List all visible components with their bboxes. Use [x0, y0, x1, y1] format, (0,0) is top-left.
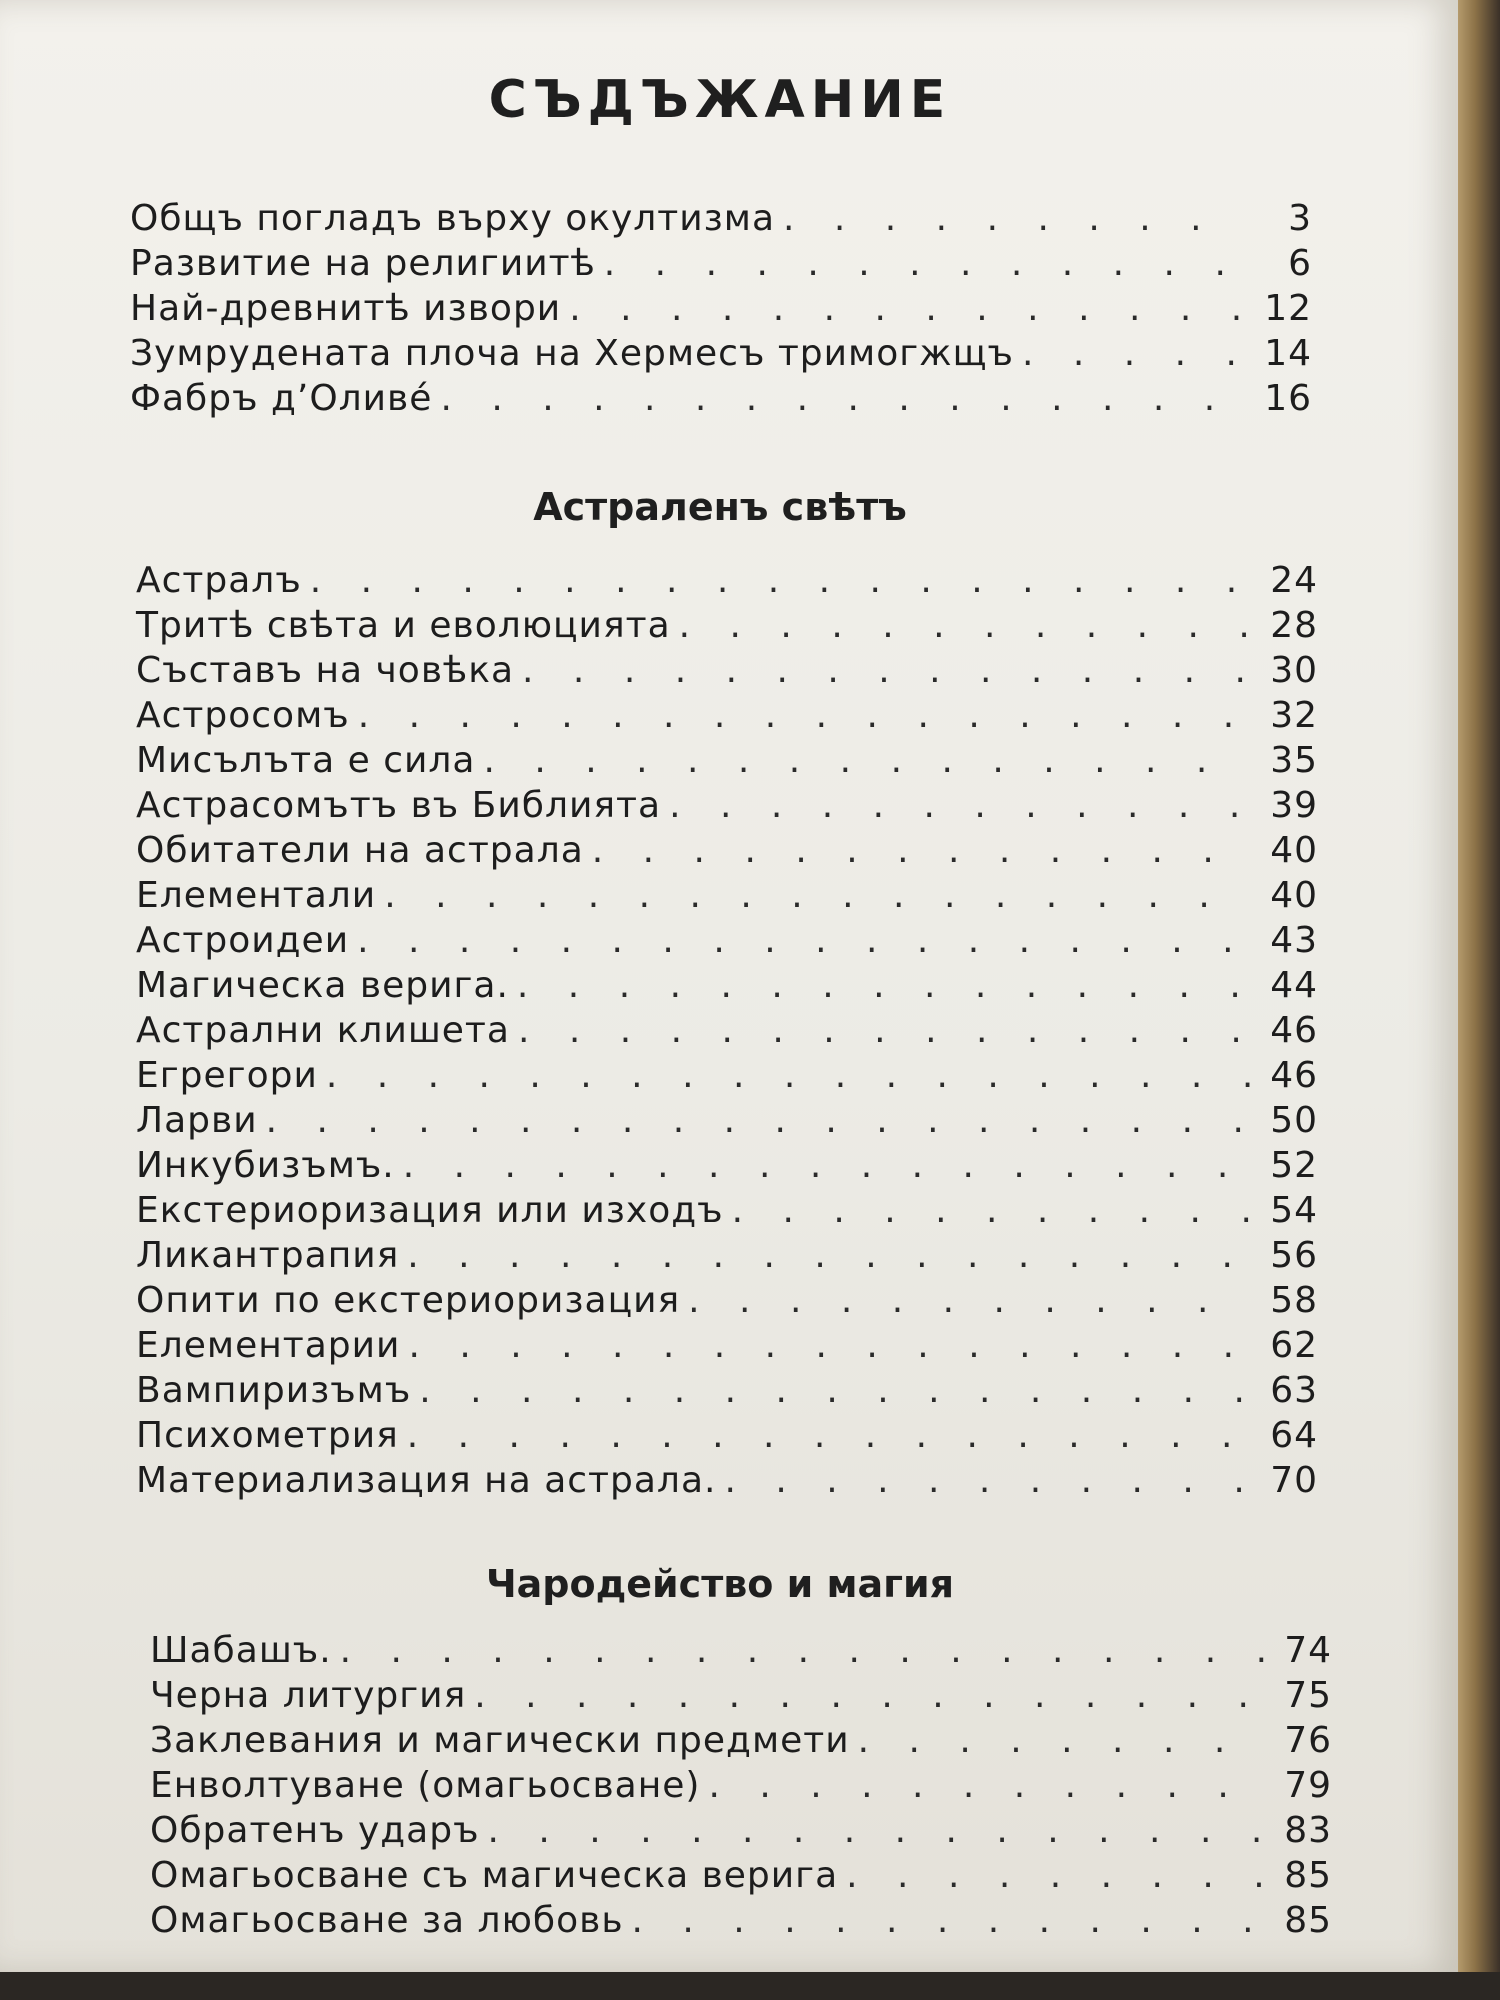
toc-entry-title: Елементали	[136, 875, 377, 916]
toc-entry-page-number: 39	[1270, 785, 1318, 826]
dot-leader	[522, 650, 1250, 691]
toc-entry	[136, 560, 1318, 605]
dot-leader	[669, 785, 1250, 826]
toc-entry	[136, 650, 1318, 695]
toc-entry-title: Опити по екстериоризация	[136, 1280, 681, 1321]
toc-entry-page-number: 32	[1270, 695, 1318, 736]
dot-leader	[1022, 333, 1244, 374]
toc-entry-page-number: 6	[1288, 243, 1312, 284]
toc-entry-title: Омагьосване за любовь	[150, 1900, 624, 1941]
bottom-background	[0, 1972, 1500, 2000]
dot-leader	[858, 1720, 1264, 1761]
toc-astral-world-list	[136, 560, 1318, 1505]
dot-leader	[604, 243, 1244, 284]
dot-leader	[419, 1370, 1250, 1411]
toc-entry-title: Шабашъ.	[150, 1630, 332, 1671]
toc-entry-title: Омагьосване съ магическа верига	[150, 1855, 839, 1896]
toc-entry-page-number: 70	[1270, 1460, 1318, 1501]
toc-entry-page-number: 3	[1288, 198, 1312, 239]
toc-entry-page-number: 58	[1270, 1280, 1318, 1321]
toc-entry-page-number: 46	[1270, 1010, 1318, 1051]
dot-leader	[340, 1630, 1264, 1671]
dot-leader	[407, 1235, 1250, 1276]
toc-intro-list	[130, 198, 1312, 423]
toc-entry	[136, 695, 1318, 740]
toc-entry-title: Магическа верига.	[136, 965, 509, 1006]
toc-entry-title: Зумрудената плоча на Хермесъ тримогжщъ	[130, 333, 1014, 374]
toc-entry-title: Общъ погладъ върху окултизма	[130, 198, 776, 239]
dot-leader	[326, 1055, 1250, 1096]
dot-leader	[403, 1145, 1250, 1186]
dot-leader	[384, 875, 1250, 916]
toc-entry	[130, 288, 1312, 333]
toc-entry-page-number: 35	[1270, 740, 1318, 781]
dot-leader	[632, 1900, 1264, 1941]
toc-entry-page-number: 50	[1270, 1100, 1318, 1141]
toc-entry-title: Обратенъ ударъ	[150, 1810, 480, 1851]
dot-leader	[357, 920, 1250, 961]
toc-entry-page-number: 62	[1270, 1325, 1318, 1366]
toc-entry-title: Развитие на религиитѣ	[130, 243, 596, 284]
toc-entry	[136, 1370, 1318, 1415]
toc-entry-title: Астрасомътъ въ Библията	[136, 785, 662, 826]
toc-entry	[136, 1055, 1318, 1100]
toc-entry-title: Заклевания и магически предмети	[150, 1720, 850, 1761]
dot-leader	[518, 1010, 1250, 1051]
toc-entry-page-number: 54	[1270, 1190, 1318, 1231]
dot-leader	[474, 1675, 1264, 1716]
toc-entry	[130, 198, 1312, 243]
dot-leader	[440, 378, 1244, 419]
toc-entry	[136, 1325, 1318, 1370]
toc-entry	[136, 830, 1318, 875]
toc-entry	[136, 1190, 1318, 1235]
dot-leader	[517, 965, 1250, 1006]
toc-entry	[150, 1765, 1332, 1810]
dot-leader	[266, 1100, 1250, 1141]
toc-entry	[136, 740, 1318, 785]
toc-entry	[150, 1720, 1332, 1765]
toc-entry	[136, 920, 1318, 965]
toc-entry-title: Психометрия	[136, 1415, 399, 1456]
toc-entry-page-number: 76	[1284, 1720, 1332, 1761]
toc-entry-title: Вампиризъмъ	[136, 1370, 412, 1411]
toc-entry	[150, 1810, 1332, 1855]
toc-entry-page-number: 16	[1264, 378, 1312, 419]
toc-entry-title: Обитатели на астрала	[136, 830, 584, 871]
toc-entry	[130, 378, 1312, 423]
dot-leader	[569, 288, 1244, 329]
toc-entry-title: Ларви	[136, 1100, 258, 1141]
toc-entry-page-number: 63	[1270, 1370, 1318, 1411]
dot-leader	[732, 1190, 1250, 1231]
toc-entry-page-number: 24	[1270, 560, 1318, 601]
toc-entry	[136, 1460, 1318, 1505]
toc-entry	[136, 1415, 1318, 1460]
toc-entry	[136, 1145, 1318, 1190]
toc-entry-title: Мисълъта е сила	[136, 740, 476, 781]
toc-entry-page-number: 83	[1284, 1810, 1332, 1851]
toc-entry-page-number: 56	[1270, 1235, 1318, 1276]
toc-entry-page-number: 40	[1270, 830, 1318, 871]
toc-entry-page-number: 44	[1270, 965, 1318, 1006]
toc-entry-title: Астросомъ	[136, 695, 350, 736]
toc-entry-page-number: 79	[1284, 1765, 1332, 1806]
toc-entry-page-number: 74	[1284, 1630, 1332, 1671]
contents-heading: СЪДЪЖАНИЕ	[488, 70, 952, 130]
dot-leader	[488, 1810, 1264, 1851]
toc-entry-page-number: 46	[1270, 1055, 1318, 1096]
toc-entry-title: Черна литургия	[150, 1675, 467, 1716]
section-heading-sorcery-magic: Чародейство и магия	[485, 1562, 955, 1606]
dot-leader	[483, 740, 1250, 781]
dot-leader	[408, 1325, 1250, 1366]
toc-entry-title: Материализация на астрала.	[136, 1460, 717, 1501]
toc-entry-page-number: 40	[1270, 875, 1318, 916]
toc-entry	[150, 1855, 1332, 1900]
dot-leader	[783, 198, 1244, 239]
toc-entry-title: Астралъ	[136, 560, 302, 601]
toc-entry-title: Инкубизъмъ.	[136, 1145, 395, 1186]
toc-entry-title: Ликантрапия	[136, 1235, 400, 1276]
toc-entry	[136, 875, 1318, 920]
dot-leader	[407, 1415, 1250, 1456]
toc-entry-page-number: 52	[1270, 1145, 1318, 1186]
toc-entry-title: Енволтуване (омагьосване)	[150, 1765, 701, 1806]
dot-leader	[846, 1855, 1264, 1896]
toc-entry	[136, 1280, 1318, 1325]
toc-entry	[136, 605, 1318, 650]
toc-entry-title: Астрални клишета	[136, 1010, 510, 1051]
toc-entry-page-number: 28	[1270, 605, 1318, 646]
toc-entry-title: Астроидеи	[136, 920, 350, 961]
toc-entry-page-number: 12	[1264, 288, 1312, 329]
toc-entry-page-number: 85	[1284, 1900, 1332, 1941]
toc-entry-page-number: 43	[1270, 920, 1318, 961]
toc-entry	[136, 965, 1318, 1010]
toc-sorcery-magic-list	[150, 1630, 1332, 1945]
dot-leader	[679, 605, 1250, 646]
toc-entry-page-number: 14	[1264, 333, 1312, 374]
toc-entry-title: Екстериоризация или изходъ	[136, 1190, 724, 1231]
dot-leader	[358, 695, 1250, 736]
toc-entry	[130, 243, 1312, 288]
dot-leader	[708, 1765, 1264, 1806]
toc-entry-title: Фабръ д’Оливé	[130, 378, 433, 419]
toc-entry-page-number: 75	[1284, 1675, 1332, 1716]
toc-entry-title: Егрегори	[136, 1055, 318, 1096]
dot-leader	[724, 1460, 1250, 1501]
toc-entry-title: Най-древнитѣ извори	[130, 288, 562, 329]
toc-entry	[150, 1675, 1332, 1720]
toc-entry	[150, 1630, 1332, 1675]
toc-entry-title: Елементарии	[136, 1325, 401, 1366]
toc-entry	[136, 1010, 1318, 1055]
toc-entry	[130, 333, 1312, 378]
toc-entry-page-number: 64	[1270, 1415, 1318, 1456]
dot-leader	[592, 830, 1250, 871]
section-heading-astral-world: Астраленъ свѣтъ	[533, 485, 907, 529]
toc-entry	[150, 1900, 1332, 1945]
toc-entry-title: Съставъ на човѣка	[136, 650, 515, 691]
toc-entry	[136, 785, 1318, 830]
toc-entry-title: Тритѣ свѣта и еволюцията	[136, 605, 671, 646]
page-edge	[1458, 0, 1500, 2000]
toc-entry-page-number: 85	[1284, 1855, 1332, 1896]
toc-entry-page-number: 30	[1270, 650, 1318, 691]
toc-entry	[136, 1100, 1318, 1145]
dot-leader	[310, 560, 1250, 601]
toc-entry	[136, 1235, 1318, 1280]
dot-leader	[688, 1280, 1250, 1321]
